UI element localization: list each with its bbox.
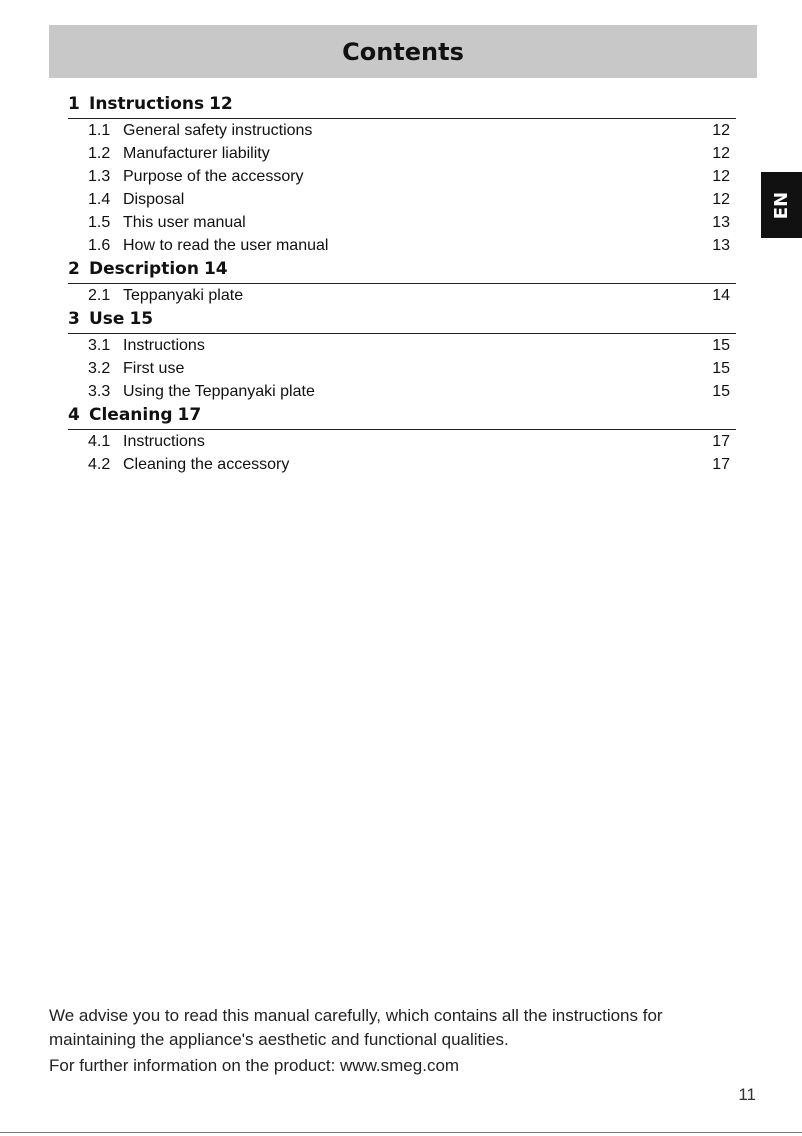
item-title: Cleaning the accessory — [123, 455, 290, 473]
item-title: How to read the user manual — [123, 236, 329, 254]
section-page: 14 — [203, 259, 228, 279]
language-label: EN — [771, 191, 792, 219]
item-page: 12 — [712, 121, 730, 139]
item-page: 15 — [712, 382, 730, 400]
toc-item — [68, 211, 736, 234]
item-title: This user manual — [123, 213, 246, 231]
item-number: 4.2 — [88, 455, 111, 473]
item-number: 1.5 — [88, 213, 111, 231]
item-title: Disposal — [123, 190, 185, 208]
toc-item — [68, 284, 736, 307]
item-page: 15 — [712, 359, 730, 377]
item-page: 13 — [712, 236, 730, 254]
language-tab — [761, 172, 802, 238]
item-number: 1.6 — [88, 236, 111, 254]
section-number: 3 — [68, 309, 80, 329]
toc-item — [68, 380, 736, 403]
toc-item — [68, 165, 736, 188]
item-number: 4.1 — [88, 432, 111, 450]
section-number: 4 — [68, 405, 80, 425]
table-of-contents — [68, 92, 736, 476]
item-number: 3.2 — [88, 359, 111, 377]
item-title: Purpose of the accessory — [123, 167, 304, 185]
toc-item — [68, 357, 736, 380]
footer-info: For further information on the product: www.smeg.com — [49, 1056, 460, 1075]
item-title: General safety instructions — [123, 121, 313, 139]
item-number: 3.3 — [88, 382, 111, 400]
toc-item — [68, 453, 736, 476]
toc-section — [68, 92, 736, 119]
item-page: 12 — [712, 167, 730, 185]
item-number: 1.1 — [88, 121, 111, 139]
toc-item — [68, 119, 736, 142]
item-page: 13 — [712, 213, 730, 231]
section-number: 2 — [68, 259, 80, 279]
page-title: Contents — [342, 37, 464, 66]
toc-section — [68, 403, 736, 430]
item-page: 15 — [712, 336, 730, 354]
item-title: Using the Teppanyaki plate — [123, 382, 315, 400]
section-title: Cleaning — [89, 405, 173, 425]
section-title: Use — [89, 309, 125, 329]
item-number: 1.2 — [88, 144, 111, 162]
section-title: Description — [89, 259, 199, 279]
item-page: 12 — [712, 190, 730, 208]
item-title: Manufacturer liability — [123, 144, 270, 162]
item-title: Teppanyaki plate — [123, 286, 244, 304]
toc-item — [68, 334, 736, 357]
item-page: 14 — [712, 286, 730, 304]
contents-header — [49, 25, 757, 78]
item-number: 1.4 — [88, 190, 111, 208]
item-page: 17 — [712, 432, 730, 450]
section-page: 12 — [209, 94, 233, 114]
item-number: 1.3 — [88, 167, 111, 185]
item-title: Instructions — [123, 336, 205, 354]
item-title: Instructions — [123, 432, 205, 450]
section-title: Instructions — [89, 94, 205, 114]
section-number: 1 — [68, 94, 80, 114]
section-page: 17 — [177, 405, 202, 425]
toc-item — [68, 142, 736, 165]
section-page: 15 — [129, 309, 154, 329]
toc-section — [68, 307, 736, 334]
page-number: 11 — [738, 1085, 756, 1104]
item-number: 2.1 — [88, 286, 111, 304]
item-page: 12 — [712, 144, 730, 162]
toc-item — [68, 430, 736, 453]
item-title: First use — [123, 359, 185, 377]
item-number: 3.1 — [88, 336, 111, 354]
item-page: 17 — [712, 455, 730, 473]
footer-note — [49, 1004, 729, 1078]
footer-advice: We advise you to read this manual carefully, which contains all the instructions for maintaining the appliance's aesthetic and functional qualities. — [49, 1006, 663, 1049]
toc-item — [68, 188, 736, 211]
toc-item — [68, 234, 736, 257]
toc-section — [68, 257, 736, 284]
bottom-rule — [0, 1132, 802, 1133]
